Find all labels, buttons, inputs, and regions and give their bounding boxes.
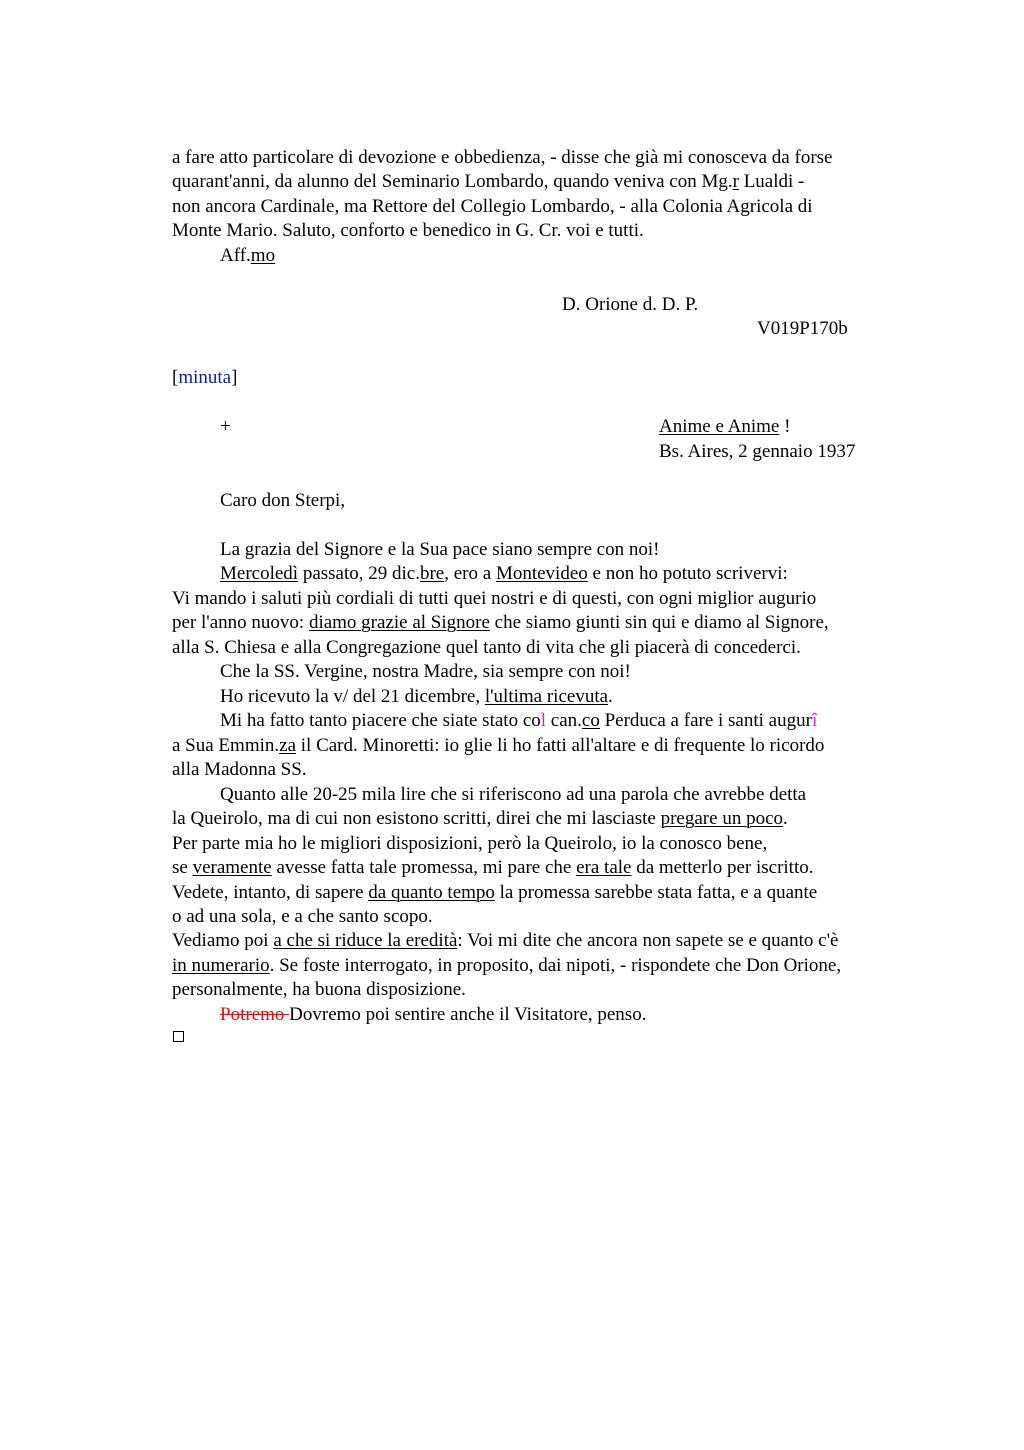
text: il Card. Minoretti: io glie li ho fatti all'altare e di frequente lo ricordo (296, 735, 825, 756)
text: da metterlo per iscritto. (631, 857, 814, 878)
text-line (172, 636, 801, 660)
underlined-text: pregare un poco (660, 808, 783, 829)
underlined-text: Anime e Anime (659, 416, 780, 437)
text: V019P170b (757, 318, 848, 339)
text-line (220, 660, 631, 684)
text-line (172, 905, 433, 929)
underlined-text: mo (250, 245, 276, 266)
text: e non ho potuto scrivervi: (587, 563, 788, 584)
strikethrough-text: Potremo (220, 1004, 290, 1025)
text: passato, 29 dic. (298, 563, 420, 584)
text: . (608, 686, 613, 707)
reference-code (757, 317, 848, 341)
text-line (172, 758, 307, 782)
text-line (172, 219, 644, 243)
text: can. (546, 710, 582, 731)
text: . (783, 808, 788, 829)
salutation (220, 489, 345, 513)
text-line (220, 783, 806, 807)
text: che siamo giunti sin qui e diamo al Signore, (489, 612, 829, 633)
text: Mi ha fatto tanto piacere che siate stato co (220, 710, 541, 731)
text-line (172, 856, 814, 880)
text: o ad una sola, e a che santo scopo. (172, 906, 433, 927)
text: Vediamo poi (172, 930, 274, 951)
text-line (172, 954, 841, 978)
text: alla S. Chiesa e alla Congregazione quel tanto di vita che gli piacerà di concederci. (172, 637, 801, 658)
text: Bs. Aires, 2 gennaio 1937 (659, 441, 856, 462)
underlined-text: era tale (576, 857, 632, 878)
minuta-text: minuta (178, 367, 232, 388)
signature (562, 293, 698, 317)
text: Dovremo poi sentire anche il Visitatore, penso. (289, 1004, 647, 1025)
text: quarant'anni, da alunno del Seminario Lombardo, quando veniva con Mg. (172, 171, 733, 192)
cross-symbol (220, 415, 231, 439)
text: avesse fatta tale promessa, mi pare che (271, 857, 577, 878)
text: se (172, 857, 193, 878)
text-line (172, 807, 788, 831)
underlined-text: Montevideo (495, 563, 588, 584)
text: D. Orione d. D. P. (562, 294, 699, 315)
text: Monte Mario. Saluto, conforto e benedico in G. Cr. voi e tutti. (172, 220, 644, 241)
text-line (172, 146, 832, 170)
text-line (220, 1003, 646, 1027)
text-line (172, 195, 813, 219)
bracket: ] (231, 367, 238, 388)
text: la promessa sarebbe stata fatta, e a quante (494, 882, 818, 903)
text: per l'anno nuovo: (172, 612, 309, 633)
text: a fare atto particolare di devozione e obbedienza, - disse che già mi conosceva da forse (172, 147, 833, 168)
text-line (220, 538, 659, 562)
text: Che la SS. Vergine, nostra Madre, sia sempre con noi! (220, 661, 631, 682)
text: + (220, 416, 231, 437)
text: Caro don Sterpi, (220, 490, 346, 511)
underlined-text: l'ultima ricevuta (484, 686, 609, 707)
text: personalmente, ha buona disposizione. (172, 979, 466, 1000)
bracket: [ (172, 367, 179, 388)
text: Quanto alle 20-25 mila lire che si riferiscono ad una parola che avrebbe detta (220, 784, 807, 805)
text: Ho ricevuto la v/ del 21 dicembre, (220, 686, 485, 707)
text-line (220, 562, 788, 586)
place-date (659, 440, 855, 464)
text: La grazia del Signore e la Sua pace siano sempre con noi! (220, 539, 660, 560)
text: Per parte mia ho le migliori disposizioni, però la Queirolo, io la conosco bene, (172, 833, 768, 854)
text-line (172, 734, 824, 758)
text-line (172, 929, 838, 953)
underlined-text: veramente (192, 857, 272, 878)
text: Aff. (220, 245, 251, 266)
highlighted-text: î (811, 710, 818, 731)
text-line (220, 685, 613, 709)
text: Perduca a fare i santi augur (599, 710, 812, 731)
text: alla Madonna SS. (172, 759, 307, 780)
text: non ancora Cardinale, ma Rettore del Collegio Lombardo, - alla Colonia Agricola di (172, 196, 813, 217)
text: ! (779, 416, 791, 437)
text-line (220, 709, 817, 733)
text: Vedete, intanto, di sapere (172, 882, 369, 903)
text-line (172, 611, 829, 635)
text: . Se foste interrogato, in proposito, dai nipoti, - rispondete che Don Orione, (269, 955, 842, 976)
text: la Queirolo, ma di cui non esistono scritti, direi che mi lasciaste (172, 808, 661, 829)
text-line (172, 170, 804, 194)
motto (659, 415, 790, 439)
text: Lualdi - (738, 171, 805, 192)
underlined-text: diamo grazie al Signore (308, 612, 490, 633)
underlined-text: za (279, 735, 297, 756)
text: , ero a (444, 563, 496, 584)
underlined-text: da quanto tempo (368, 882, 495, 903)
highlighted-text: l (540, 710, 547, 731)
underlined-text: in numerario (172, 955, 270, 976)
text-line (172, 881, 817, 905)
underlined-text: Mercoledì (220, 563, 299, 584)
underlined-text: a che si riduce la eredità (273, 930, 458, 951)
text-line (172, 587, 816, 611)
minuta-label (172, 366, 237, 390)
underlined-text: co (581, 710, 600, 731)
underlined-text: bre (419, 563, 445, 584)
text-line (172, 832, 767, 856)
text: Vi mando i saluti più cordiali di tutti quei nostri e di questi, con ogni miglior augurio (172, 588, 817, 609)
underlined-text: r (732, 171, 739, 192)
text: a Sua Emmin. (172, 735, 280, 756)
closing (220, 244, 275, 268)
square-box-icon (173, 1031, 184, 1042)
text: : Voi mi dite che ancora non sapete se e quanto c'è (457, 930, 839, 951)
text-line (172, 978, 466, 1002)
